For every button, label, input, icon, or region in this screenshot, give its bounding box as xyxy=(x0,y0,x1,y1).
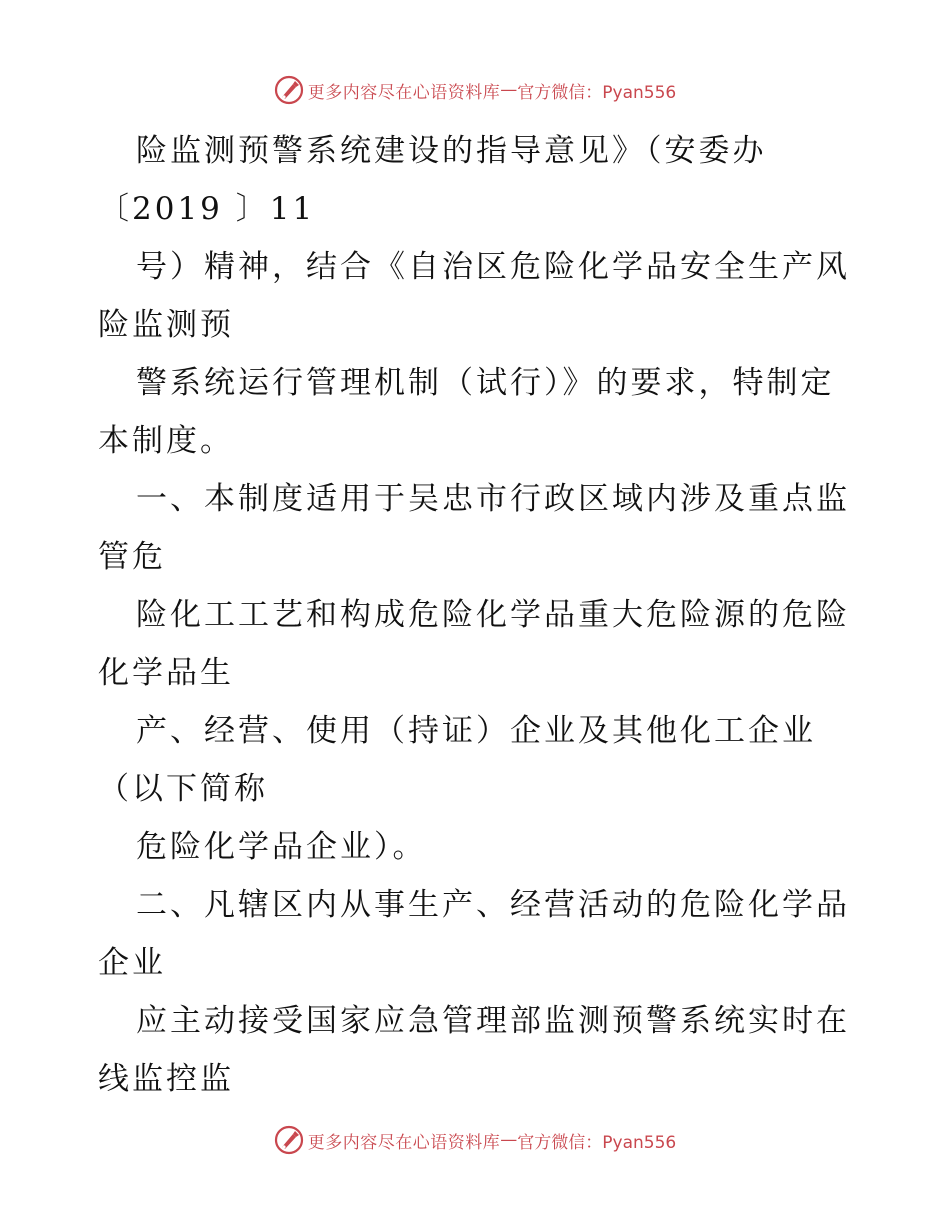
watermark-footer xyxy=(0,1122,950,1158)
body-line: （以下简称 xyxy=(98,771,268,807)
watermark-header xyxy=(0,72,950,108)
body-line: 险化工工艺和构成危险化学品重大危险源的危险 xyxy=(136,597,850,633)
body-line: 号）精神，结合《自治区危险化学品安全生产风 xyxy=(136,249,850,285)
watermark-brand: 更多内容尽在心语资料库 xyxy=(307,1132,501,1153)
watermark-separator: — xyxy=(500,1130,518,1150)
body-line: 二、凡辖区内从事生产、经营活动的危险化学品 xyxy=(136,887,850,923)
pen-nib-logo-icon xyxy=(274,1125,304,1155)
body-line: 险监测预 xyxy=(98,307,234,343)
watermark-brand: 更多内容尽在心语资料库 xyxy=(307,82,501,103)
document-body xyxy=(98,122,868,1108)
body-line: 应主动接受国家应急管理部监测预警系统实时在 xyxy=(136,1003,850,1039)
body-line: 化学品生 xyxy=(98,655,234,691)
body-line: 〔2019 〕11 xyxy=(98,191,316,227)
watermark-contact: 官方微信：Pyan556 xyxy=(517,82,677,103)
body-line: 产、经营、使用（持证）企业及其他化工企业 xyxy=(136,713,816,749)
body-line: 警系统运行管理机制（试行）》的要求，特制定 xyxy=(136,365,835,401)
body-line: 企业 xyxy=(98,945,166,981)
body-line: 管危 xyxy=(98,539,166,575)
body-line: 线监控监 xyxy=(98,1061,234,1097)
watermark-contact: 官方微信：Pyan556 xyxy=(517,1132,677,1153)
body-line: 一、本制度适用于吴忠市行政区域内涉及重点监 xyxy=(136,481,850,517)
watermark-separator: — xyxy=(500,80,518,100)
body-line: 险监测预警系统建设的指导意见》（安委办 xyxy=(136,133,767,169)
pen-nib-logo-icon xyxy=(274,75,304,105)
body-line: 本制度。 xyxy=(98,423,234,459)
body-line: 危险化学品企业）。 xyxy=(136,829,427,865)
